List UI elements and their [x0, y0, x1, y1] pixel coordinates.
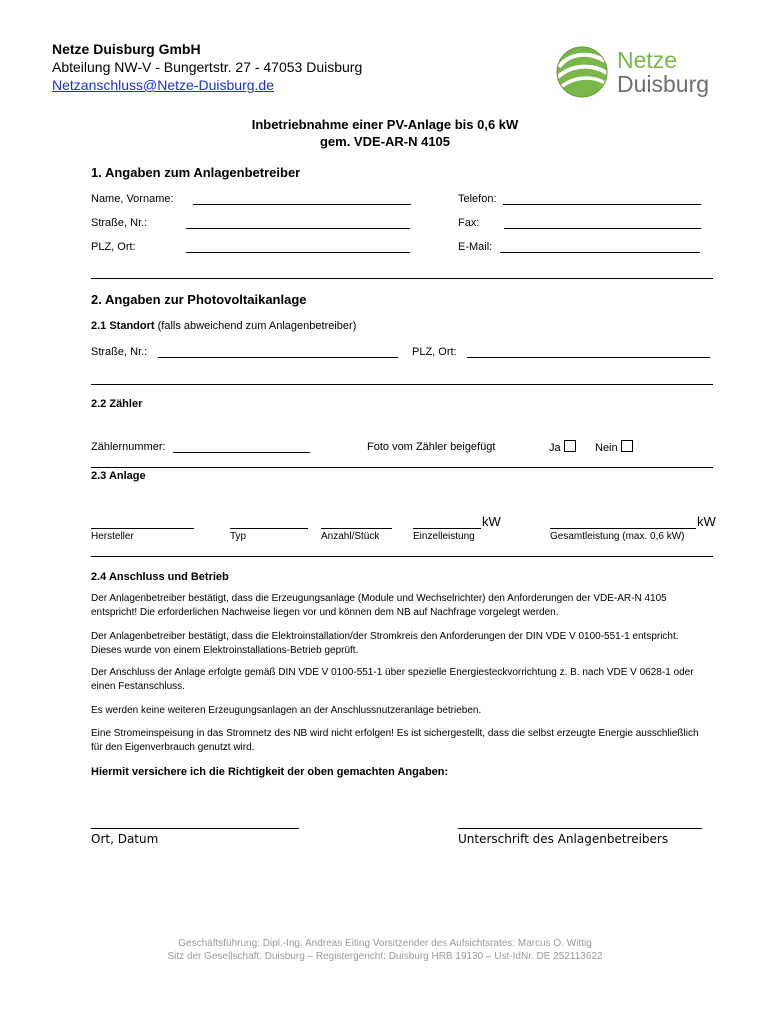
name-label: Name, Vorname:: [91, 193, 174, 205]
logo-text-netze: Netze: [617, 47, 678, 73]
unterschrift-label: Unterschrift des Anlagenbetreibers: [458, 832, 669, 846]
divider: [91, 467, 713, 468]
anlage-heading: 2.3 Anlage: [91, 470, 146, 482]
fax-field[interactable]: [504, 228, 701, 229]
zaehlernummer-field[interactable]: [173, 452, 310, 453]
divider: [91, 384, 713, 385]
ja-label: Ja: [549, 442, 561, 454]
einzelleistung-field[interactable]: [413, 528, 481, 529]
logo-text-duisburg: Duisburg: [617, 71, 710, 97]
strasse-label: Straße, Nr.:: [91, 217, 148, 229]
ja-option[interactable]: [549, 440, 576, 454]
divider: [91, 556, 713, 557]
section2-heading: 2. Angaben zur Photovoltaikanlage: [91, 292, 307, 307]
company-address: Abteilung NW-V - Bungertstr. 27 - 47053 Duisburg: [52, 59, 363, 75]
form-subtitle: gem. VDE-AR-N 4105: [319, 134, 451, 149]
nein-checkbox[interactable]: [621, 440, 633, 452]
telefon-field[interactable]: [503, 204, 701, 205]
nein-option[interactable]: [595, 440, 633, 454]
gesamtleistung-label: Gesamtleistung (max. 0,6 kW): [550, 531, 685, 542]
strasse-field[interactable]: [186, 228, 410, 229]
plz-field[interactable]: [186, 252, 410, 253]
name-field[interactable]: [193, 204, 411, 205]
standort-heading: 2.1 Standort (falls abweichend zum Anlagenbetreiber): [91, 320, 357, 332]
paragraph-din-vde: Der Anlagenbetreiber bestätigt, dass die Elektroinstallation/der Stromkreis den Anforderungen der DIN VDE V 0100-551-1 entspricht. Dieses wurde von einem Elektroinstallations-Betrieb geprüft.: [91, 631, 679, 656]
typ-label: Typ: [230, 531, 247, 542]
paragraph-anschluss: Der Anschluss der Anlage erfolgte gemäß DIN VDE V 0100-551-1 über spezielle Energiesteckvorrichtung z. B. nach VDE V 0628-1 oder einen Festanschluss.: [91, 667, 694, 692]
company-name: Netze Duisburg GmbH: [52, 41, 201, 57]
standort-strasse-label: Straße, Nr.:: [91, 346, 148, 358]
betrieb-heading: 2.4 Anschluss und Betrieb: [91, 571, 229, 583]
ort-datum-label: Ort, Datum: [91, 832, 159, 846]
ja-checkbox[interactable]: [564, 440, 576, 452]
fax-label: Fax:: [458, 217, 480, 229]
hersteller-label: Hersteller: [91, 531, 134, 542]
kw-unit-einzel: kW: [482, 514, 501, 529]
section1-heading: 1. Angaben zum Anlagenbetreiber: [91, 165, 301, 180]
einzelleistung-label: Einzelleistung: [413, 531, 475, 542]
email-field[interactable]: [500, 252, 700, 253]
standort-strasse-field[interactable]: [158, 357, 398, 358]
plz-label: PLZ, Ort:: [91, 241, 136, 253]
zaehler-heading: 2.2 Zähler: [91, 398, 143, 410]
unterschrift-field[interactable]: [458, 828, 702, 829]
footer-registry: Sitz der Gesellschaft: Duisburg – Registergericht: Duisburg HRB 19130 – Ust-IdNr. DE 252113622: [167, 951, 603, 962]
paragraph-eigenverbrauch: Eine Stromeinspeisung in das Stromnetz des NB wird nicht erfolgen! Es ist sichergestellt, dass die selbst erzeugte Energie ausschließlich für den Eigenverbrauch genutzt wird.: [91, 728, 699, 753]
form-title: Inbetriebnahme einer PV-Anlage bis 0,6 kW: [251, 117, 519, 132]
company-email-link[interactable]: Netzanschluss@Netze-Duisburg.de: [52, 77, 274, 93]
nein-label: Nein: [595, 442, 618, 454]
foto-label: Foto vom Zähler beigefügt: [367, 441, 496, 453]
gesamtleistung-field[interactable]: [550, 528, 696, 529]
zaehlernummer-label: Zählernummer:: [91, 441, 166, 453]
typ-field[interactable]: [230, 528, 308, 529]
ort-datum-field[interactable]: [91, 828, 299, 829]
email-label: E-Mail:: [458, 241, 493, 253]
kw-unit-gesamt: kW: [697, 514, 716, 529]
telefon-label: Telefon:: [458, 193, 497, 205]
standort-plz-field[interactable]: [467, 357, 710, 358]
footer-management: Geschäftsführung: Dipl.-Ing. Andreas Eiting Vorsitzender des Aufsichtsrates: Marcus O. Wittig: [178, 938, 592, 949]
anzahl-field[interactable]: [321, 528, 392, 529]
logo-sphere-icon: [555, 45, 609, 99]
standort-plz-label: PLZ, Ort:: [412, 346, 457, 358]
paragraph-vde-ar-n: Der Anlagenbetreiber bestätigt, dass die Erzeugungsanlage (Module und Wechselrichter) den Anforderungen der VDE-AR-N 4105 entspricht! Die erforderlichen Nachweise liegen vor und können dem NB auf Nachfrage vorgelegt werden.: [91, 593, 667, 618]
divider: [91, 278, 713, 279]
netze-duisburg-logo: [555, 43, 725, 101]
confirm-statement: Hiermit versichere ich die Richtigkeit der oben gemachten Angaben:: [91, 766, 449, 778]
hersteller-field[interactable]: [91, 528, 194, 529]
paragraph-keine-weiteren: Es werden keine weiteren Erzeugungsanlagen an der Anschlussnutzeranlage betrieben.: [91, 705, 482, 716]
anzahl-label: Anzahl/Stück: [321, 531, 380, 542]
